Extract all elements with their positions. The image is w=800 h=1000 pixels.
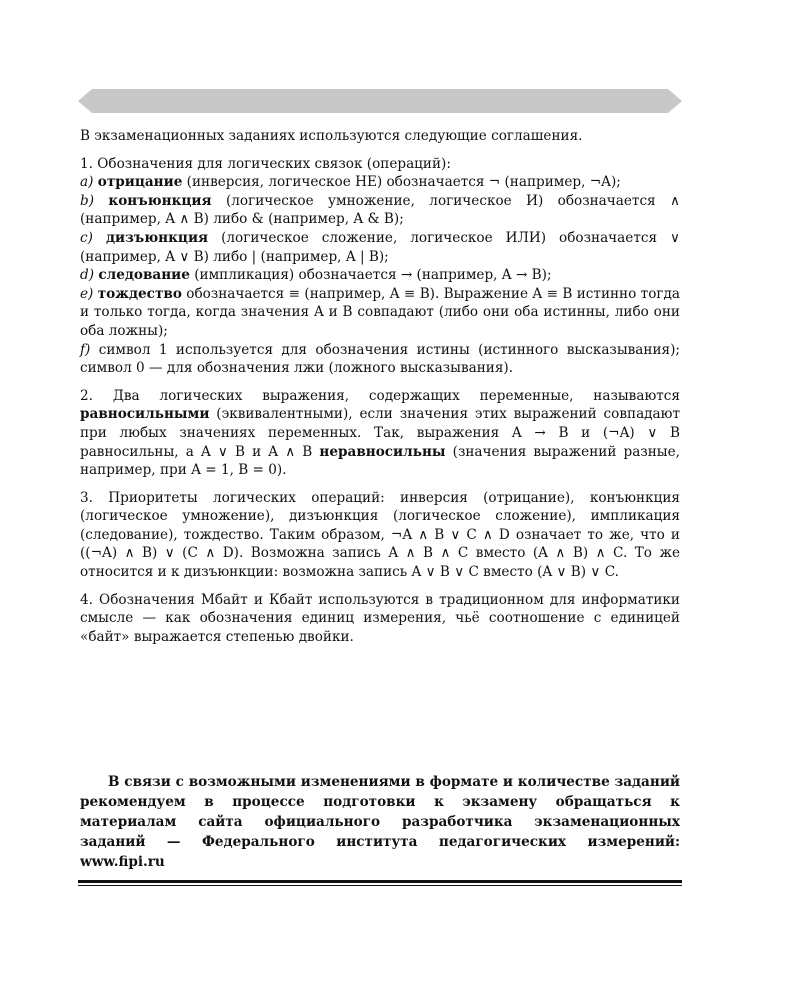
section-3: 3. Приоритеты логических операций: инверсия (отрицание), конъюнкция (логическое умножение), дизъюнкция (логическое сложение), импликация (следование), тождество. Таким образом, ¬A ∧ B ∨ C ∧ D означает то же, что и ((¬A) ∧ B) ∨ (C ∧ D). Возможна запись A ∧ B ∧ C вместо (A ∧ B) ∧ C. То же относится и к дизъюнкции: возможна запись A ∨ B ∨ C вместо (A ∨ B) ∨ C. xyxy=(80,489,680,581)
section-1-title: 1. Обозначения для логических связок (операций): xyxy=(80,155,451,172)
item-d: d) следование (импликация) обозначается → (например, A → B); xyxy=(80,267,552,284)
item-e: e) тождество обозначается ≡ (например, A ≡ B). Выражение A ≡ B истинно тогда и только тогда, когда значения A и B совпадают (либо они оба истинны, либо они оба ложны); xyxy=(80,285,680,339)
section-2: 2. Два логических выражения, содержащих переменные, называются равносильными (эквивалентными), если значения этих выражений совпадают при любых значениях переменных. Так, выражения A → B и (¬A) ∨ B равносильны, а A ∨ B и A ∧ B неравносильны (значения выражений разные, например, при A = 1, B = 0). xyxy=(80,387,680,479)
intro-paragraph: В экзаменационных заданиях используются следующие соглашения. xyxy=(80,128,583,144)
item-f: f) символ 1 используется для обозначения истины (истинного высказывания); символ 0 — для обозначения лжи (ложного высказывания). xyxy=(80,341,680,377)
section-4: 4. Обозначения Мбайт и Кбайт используются в традиционном для информатики смысле — как обозначения единиц измерения, чьё соотношение с единицей «байт» выражается степенью двойки. xyxy=(80,591,680,645)
conventions-text xyxy=(80,127,680,646)
header-banner xyxy=(78,89,682,113)
fipi-notice xyxy=(80,772,680,872)
footer-rule-thick xyxy=(78,880,682,883)
item-b: b) конъюнкция (логическое умножение, логическое И) обозначается ∧ (например, A ∧ B) либо & (например, A & B); xyxy=(80,192,680,228)
notice-text: В связи с возможными изменениями в формате и количестве заданий рекомендуем в процессе подготовки к экзамену обращаться к материалам сайта официального разработчика экзаменационных заданий — Федерального института педагогических измерений: www.fipi.ru xyxy=(80,774,680,870)
item-c: c) дизъюнкция (логическое сложение, логическое ИЛИ) обозначается ∨ (например, A ∨ B) либо | (например, A | B); xyxy=(80,229,680,265)
footer-rule-thin xyxy=(78,885,682,886)
item-a: a) отрицание (инверсия, логическое НЕ) обозначается ¬ (например, ¬A); xyxy=(80,174,621,191)
